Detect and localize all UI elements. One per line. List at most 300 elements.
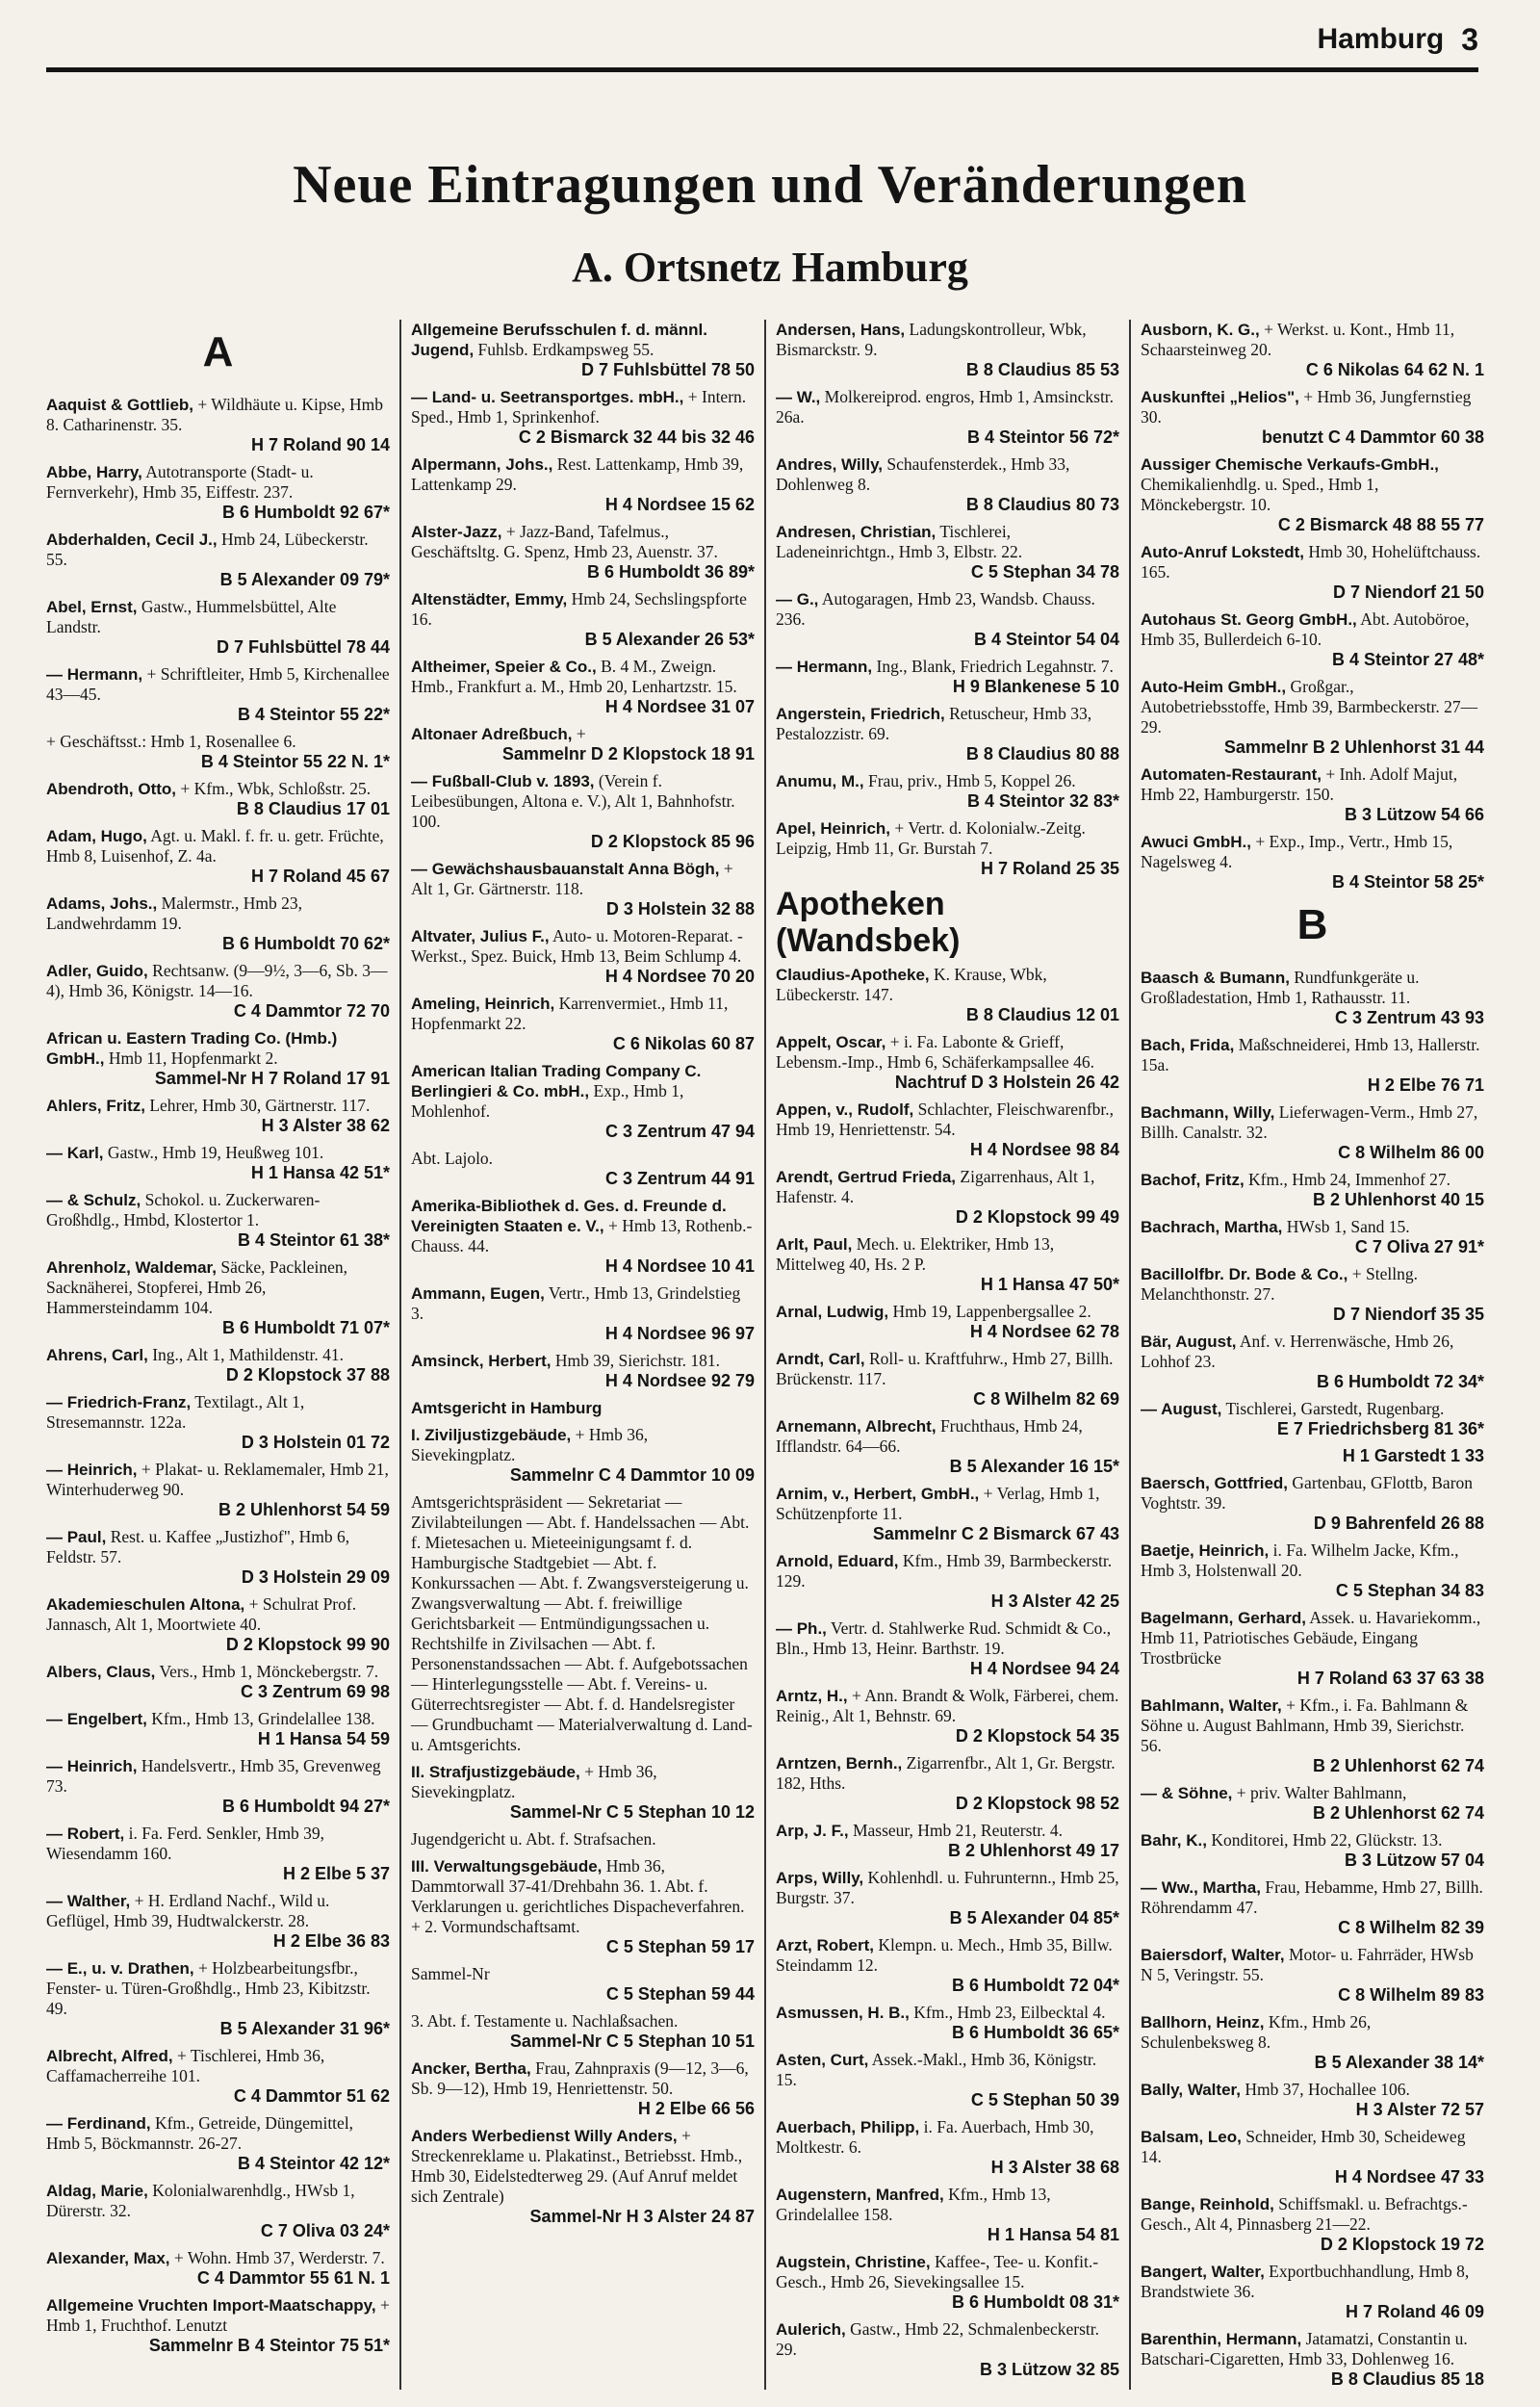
directory-entry bbox=[776, 1686, 1119, 1747]
entry-phone: B 2 Uhlenhorst 62 74 bbox=[1312, 1756, 1484, 1775]
directory-entry bbox=[776, 1484, 1119, 1544]
entry-description: + Vertr. d. Kolonialw.-Zeitg. Leipzig, Hmb 11, Gr. Burstah 7. bbox=[776, 818, 1086, 858]
entry-phone: D 3 Holstein 32 88 bbox=[605, 899, 755, 919]
entry-description: Ladungskontrolleur, Wbk, Bismarckstr. 9. bbox=[776, 320, 1087, 359]
entry-description: Handelsvertr., Hmb 35, Grevenweg 73. bbox=[46, 1756, 381, 1796]
entry-name: Bach, Frida, bbox=[1141, 1036, 1235, 1054]
directory-entry bbox=[411, 1762, 755, 1823]
entry-description: + Verlag, Hmb 1, Schützenpforte 11. bbox=[776, 1484, 1100, 1523]
entry-description: Tischlerei, Ladeneinrichtgn., Hmb 3, Elbstr. 22. bbox=[776, 522, 1023, 561]
directory-entry bbox=[776, 1100, 1119, 1160]
entry-description: Gastw., Hmb 19, Heußweg 101. bbox=[107, 1143, 324, 1162]
entry-name: — Ph., bbox=[776, 1619, 827, 1638]
entry-description: Tischlerei, Garstedt, Rugenbarg. bbox=[1225, 1399, 1445, 1418]
directory-entry bbox=[411, 657, 755, 717]
entry-description: Fuhlsb. Erdkampsweg 55. bbox=[477, 340, 654, 359]
entry-phone: C 2 Bismarck 32 44 bis 32 46 bbox=[518, 427, 755, 447]
entry-phone: B 5 Alexander 38 14* bbox=[1314, 2053, 1484, 2072]
entry-description: Säcke, Packleinen, Sacknäherei, Stopferei, Hmb 26, Hammersteindamm 104. bbox=[46, 1257, 348, 1317]
entry-name: — Ferdinand, bbox=[46, 2114, 151, 2133]
entry-name: — G., bbox=[776, 590, 819, 608]
directory-entry bbox=[1141, 2012, 1484, 2073]
entry-phone: H 3 Alster 38 62 bbox=[261, 1116, 390, 1135]
directory-entry bbox=[1141, 1877, 1484, 1938]
entry-description: Jugendgericht u. Abt. f. Strafsachen. bbox=[411, 1829, 656, 1849]
entry-description: Chemikalienhdlg. u. Sped., Hmb 1, Mönckebergstr. 10. bbox=[1141, 475, 1379, 514]
entry-name: Arnal, Ludwig, bbox=[776, 1303, 889, 1321]
entry-phone: H 7 Roland 45 67 bbox=[250, 867, 390, 886]
entry-phone: B 2 Uhlenhorst 62 74 bbox=[1312, 1803, 1484, 1823]
directory-entry bbox=[46, 597, 390, 658]
directory-entry bbox=[411, 454, 755, 515]
entry-description: Hmb 11, Hopfenmarkt 2. bbox=[108, 1048, 278, 1068]
entry-description: Konditorei, Hmb 22, Glückstr. 13. bbox=[1211, 1830, 1443, 1850]
directory-entry bbox=[46, 395, 390, 455]
entry-description: + Hmb 36, Sievekingplatz. bbox=[411, 1425, 649, 1464]
entry-name: — Heinrich, bbox=[46, 1461, 138, 1479]
entry-phone: B 6 Humboldt 36 89* bbox=[586, 562, 755, 582]
entry-description: Amtsgerichtspräsident — Sekretariat — Zivilabteilungen — Abt. f. Handelssachen — Abt. f. Mietesachen u. Mieteeinigungsamt f. d. Hamburgische Stadtgebiet — Abt. f. Konkurssachen — Abt. f. Zwangsversteigerung u. Zwangsverwaltung — Abt. f. freiwillige Gerichtsbarkeit — Entmündigungssachen u. Rechtshilfe in Zivilsachen — Abt. f. Personenstandssachen — Abt. f. Aufgebotssachen — Hinterlegungsstelle — Abt. f. Vereins- u. Güterrechtsregister — Abt. f. d. Handelsregister — Grundbuchamt — Materialverwaltung d. Land- u. Amtsgerichts. bbox=[411, 1492, 753, 1754]
entry-name: Andres, Willy, bbox=[776, 455, 883, 474]
directory-entry bbox=[1141, 1695, 1484, 1776]
entry-name: Asmussen, H. B., bbox=[776, 2004, 910, 2022]
directory-entry bbox=[46, 1709, 390, 1749]
entry-phone: H 1 Hansa 42 51* bbox=[250, 1163, 390, 1182]
entry-description: Hmb 19, Lappenbergsallee 2. bbox=[892, 1302, 1091, 1321]
entry-phone: C 3 Zentrum 69 98 bbox=[240, 1682, 390, 1701]
directory-entry bbox=[1141, 2194, 1484, 2255]
directory-column bbox=[764, 320, 1129, 2390]
entry-description: Retuscheur, Hmb 33, Pestalozzistr. 69. bbox=[776, 704, 1092, 743]
directory-entry bbox=[776, 320, 1119, 380]
entry-name: Altonaer Adreßbuch, bbox=[411, 725, 573, 743]
directory-entry bbox=[776, 1416, 1119, 1477]
entry-name: Baiersdorf, Walter, bbox=[1141, 1946, 1285, 1964]
directory-entry bbox=[46, 664, 390, 725]
directory-entry bbox=[1141, 1540, 1484, 1601]
entry-name: Abbe, Harry, bbox=[46, 463, 142, 481]
directory-entry bbox=[776, 704, 1119, 764]
entry-name: Arp, J. F., bbox=[776, 1822, 849, 1840]
entry-name: II. Strafjustizgebäude, bbox=[411, 1763, 580, 1781]
entry-phone: Sammel-Nr C 5 Stephan 10 12 bbox=[509, 1802, 755, 1822]
entry-phone: C 7 Oliva 03 24* bbox=[260, 2221, 390, 2240]
directory-entry bbox=[46, 1028, 390, 1089]
entry-name: — Fußball-Club v. 1893, bbox=[411, 772, 595, 790]
entry-name: — Engelbert, bbox=[46, 1710, 147, 1728]
entry-description: + Exp., Imp., Vertr., Hmb 15, Nagelsweg 4. bbox=[1141, 832, 1453, 871]
directory-entry bbox=[46, 2046, 390, 2107]
entry-description: Gastw., Hummelsbüttel, Alte Landstr. bbox=[46, 597, 337, 636]
entry-phone: C 4 Dammtor 55 61 N. 1 bbox=[196, 2268, 390, 2288]
entry-phone: D 3 Holstein 01 72 bbox=[241, 1433, 390, 1452]
directory-entry bbox=[411, 1425, 755, 1486]
entry-phone: C 6 Nikolas 60 87 bbox=[612, 1034, 755, 1053]
entry-description: Hmb 30, Hohelüftchauss. 165. bbox=[1141, 542, 1481, 582]
entry-description: + bbox=[576, 724, 586, 743]
entry-description: Sammel-Nr bbox=[411, 1964, 490, 1983]
entry-name: Altheimer, Speier & Co., bbox=[411, 658, 597, 676]
entry-name: Aussiger Chemische Verkaufs-GmbH., bbox=[1141, 455, 1439, 474]
entry-name: Ausborn, K. G., bbox=[1141, 321, 1260, 339]
entry-name: Ahrens, Carl, bbox=[46, 1346, 148, 1364]
directory-entry bbox=[776, 1935, 1119, 1996]
entry-phone: B 4 Steintor 56 72* bbox=[966, 427, 1119, 447]
entry-name: Awuci GmbH., bbox=[1141, 833, 1251, 851]
entry-name: Andresen, Christian, bbox=[776, 523, 937, 541]
directory-entry bbox=[776, 1234, 1119, 1295]
entry-name: Amerika-Bibliothek d. Ges. d. Freunde d. Vereinigten Staaten e. V., bbox=[411, 1197, 727, 1235]
directory-entry bbox=[46, 893, 390, 954]
directory-entry bbox=[411, 2011, 755, 2052]
entry-name: — & Schulz, bbox=[46, 1191, 141, 1209]
directory-entry bbox=[776, 1349, 1119, 1410]
entry-phone: D 7 Fuhlsbüttel 78 50 bbox=[580, 360, 755, 379]
entry-name: Adam, Hugo, bbox=[46, 827, 147, 845]
entry-description: Exp., Hmb 1, Mohlenhof. bbox=[411, 1081, 684, 1121]
entry-description: HWsb 1, Sand 15. bbox=[1286, 1217, 1410, 1236]
entry-description: Vertr. d. Stahlwerke Rud. Schmidt & Co., Bln., Hmb 13, Heinr. Barthstr. 19. bbox=[776, 1618, 1112, 1658]
entry-description: + Wildhäute u. Kipse, Hmb 8. Catharinenstr. 35. bbox=[46, 395, 383, 434]
entry-description: Hmb 37, Hochallee 106. bbox=[1245, 2080, 1410, 2099]
page-subtitle: A. Ortsnetz Hamburg bbox=[572, 244, 968, 291]
entry-description: Vertr., Hmb 13, Grindelstieg 3. bbox=[411, 1283, 741, 1323]
entry-phone: C 3 Zentrum 47 94 bbox=[604, 1122, 755, 1141]
entry-description: + i. Fa. Labonte & Grieff, Lebensm.-Imp., Hmb 6, Schäferkampsallee 46. bbox=[776, 1032, 1094, 1072]
entry-description: Mech. u. Elektriker, Hmb 13, Mittelweg 40, Hs. 2 P. bbox=[776, 1234, 1055, 1274]
directory-column bbox=[1129, 320, 1494, 2390]
entry-name: Aaquist & Gottlieb, bbox=[46, 396, 193, 414]
directory-entry bbox=[776, 2319, 1119, 2380]
entry-phone: H 4 Nordsee 47 33 bbox=[1334, 2167, 1484, 2187]
entry-phone: B 8 Claudius 85 18 bbox=[1330, 2369, 1484, 2389]
entry-name: Allgemeine Berufsschulen f. d. männl. Jugend, bbox=[411, 321, 707, 359]
directory-entry bbox=[46, 1662, 390, 1702]
entry-description: + Holzbearbeitungsfbr., Fenster- u. Türen-Großhdlg., Hmb 23, Kibitzstr. 49. bbox=[46, 1958, 371, 2018]
entry-phone: B 2 Uhlenhorst 49 17 bbox=[947, 1841, 1119, 1860]
directory-entry bbox=[1141, 542, 1484, 603]
entry-description: Autogaragen, Hmb 23, Wandsb. Chauss. 236. bbox=[776, 589, 1095, 629]
entry-description: + Kfm., Wbk, Schloßstr. 25. bbox=[180, 779, 372, 798]
entry-phone: B 8 Claudius 17 01 bbox=[236, 799, 390, 818]
entry-phone: C 5 Stephan 59 17 bbox=[605, 1937, 755, 1956]
entry-name: American Italian Trading Company C. Berlingieri & Co. mbH., bbox=[411, 1062, 702, 1100]
entry-phone: C 3 Zentrum 43 93 bbox=[1334, 1008, 1484, 1027]
directory-entry bbox=[1141, 1399, 1484, 1439]
directory-entry bbox=[411, 1856, 755, 1957]
entry-name: Alster-Jazz, bbox=[411, 523, 502, 541]
entry-name: Ahlers, Fritz, bbox=[46, 1097, 145, 1115]
entry-description: Kfm., Hmb 23, Eilbecktal 4. bbox=[913, 2003, 1106, 2022]
entry-description: Jatamatzi, Constantin u. Batschari-Cigaretten, Hmb 33, Dohlenweg 16. bbox=[1141, 2329, 1468, 2368]
entry-description: (Verein f. Leibesübungen, Altona e. V.), Alt 1, Bahnhofstr. 100. bbox=[411, 771, 735, 831]
entry-description: i. Fa. Auerbach, Hmb 30, Moltkestr. 6. bbox=[776, 2117, 1094, 2157]
entry-name: Amsinck, Herbert, bbox=[411, 1352, 552, 1370]
directory-entry bbox=[776, 454, 1119, 515]
directory-entry bbox=[411, 724, 755, 764]
entry-description: Masseur, Hmb 21, Reuterstr. 4. bbox=[852, 1821, 1063, 1840]
entry-phone: H 1 Hansa 47 50* bbox=[980, 1275, 1119, 1294]
entry-description: Vers., Hmb 1, Mönckebergstr. 7. bbox=[159, 1662, 379, 1681]
entry-phone: D 2 Klopstock 85 96 bbox=[590, 832, 755, 851]
entry-phone: H 4 Nordsee 98 84 bbox=[969, 1140, 1119, 1159]
directory-entry bbox=[411, 1351, 755, 1391]
entry-phone: H 2 Elbe 76 71 bbox=[1367, 1075, 1484, 1095]
entry-phone: B 4 Steintor 55 22 N. 1* bbox=[200, 752, 390, 771]
header-rule bbox=[46, 67, 1478, 72]
directory-entry bbox=[1141, 2080, 1484, 2120]
entry-phone: C 4 Dammtor 51 62 bbox=[233, 2086, 390, 2106]
entry-description: Frau, priv., Hmb 5, Koppel 26. bbox=[867, 771, 1076, 790]
entry-description: Hmb 24, Lübeckerstr. 55. bbox=[46, 530, 369, 569]
entry-description: + H. Erdland Nachf., Wild u. Geflügel, Hmb 39, Hudtwalckerstr. 28. bbox=[46, 1891, 330, 1930]
entry-description: i. Fa. Wilhelm Jacke, Kfm., Hmb 3, Holstenwall 20. bbox=[1141, 1540, 1459, 1580]
directory-columns bbox=[46, 320, 1494, 2390]
directory-entry bbox=[776, 522, 1119, 582]
entry-name: Bally, Walter, bbox=[1141, 2081, 1241, 2099]
entry-phone: Sammelnr C 4 Dammtor 10 09 bbox=[509, 1465, 755, 1485]
directory-entry bbox=[1141, 1264, 1484, 1325]
entry-name: Autohaus St. Georg GmbH., bbox=[1141, 610, 1357, 629]
entry-phone: H 4 Nordsee 94 24 bbox=[969, 1659, 1119, 1678]
page-header bbox=[46, 12, 1478, 67]
directory-entry bbox=[776, 589, 1119, 650]
directory-entry bbox=[46, 1594, 390, 1655]
entry-phone: H 4 Nordsee 62 78 bbox=[969, 1322, 1119, 1341]
directory-entry bbox=[46, 826, 390, 887]
entry-description: + Streckenreklame u. Plakatinst., Betriebsst. Hmb., Hmb 30, Eidelstedterweg 29. (Auf Anruf meldet sich Zentrale) bbox=[411, 2126, 743, 2206]
directory-entry bbox=[776, 657, 1119, 697]
entry-description: + Inh. Adolf Majut, Hmb 22, Hamburgerstr. 150. bbox=[1141, 764, 1458, 804]
directory-entry bbox=[1141, 832, 1484, 893]
entry-name: Arndt, Carl, bbox=[776, 1350, 865, 1368]
directory-entry bbox=[1141, 1446, 1484, 1466]
entry-description: + Tischlerei, Hmb 36, Caffamacherreihe 101. bbox=[46, 2046, 325, 2085]
entry-phone: B 8 Claudius 85 53 bbox=[965, 360, 1119, 379]
entry-phone: D 2 Klopstock 99 90 bbox=[225, 1635, 390, 1654]
entry-name: Ammann, Eugen, bbox=[411, 1284, 545, 1303]
entry-phone: H 4 Nordsee 96 97 bbox=[604, 1324, 755, 1343]
entry-description: Kfm., Hmb 24, Immenhof 27. bbox=[1248, 1170, 1451, 1189]
entry-phone: H 1 Garstedt 1 33 bbox=[1342, 1446, 1484, 1465]
directory-entry bbox=[411, 2126, 755, 2227]
entry-name: Bangert, Walter, bbox=[1141, 2263, 1265, 2281]
entry-description: Agt. u. Makl. f. fr. u. getr. Früchte, Hmb 8, Luisenhof, Z. 4a. bbox=[46, 826, 384, 866]
entry-description: + Jazz-Band, Tafelmus., Geschäftsltg. G. Spenz, Hmb 23, Auenstr. 37. bbox=[411, 522, 718, 561]
entry-description: + Werkst. u. Kont., Hmb 11, Schaarsteinweg 20. bbox=[1141, 320, 1455, 359]
section-heading: Apotheken (Wandsbek) bbox=[776, 886, 961, 959]
directory-entry bbox=[411, 771, 755, 852]
entry-phone: B 8 Claudius 80 88 bbox=[965, 744, 1119, 764]
entry-phone: B 5 Alexander 31 96* bbox=[219, 2019, 390, 2038]
entry-phone: H 4 Nordsee 70 20 bbox=[604, 967, 755, 986]
directory-entry bbox=[776, 1032, 1119, 1093]
entry-description: + Wohn. Hmb 37, Werderstr. 7. bbox=[173, 2248, 385, 2267]
entry-name: Ancker, Bertha, bbox=[411, 2059, 531, 2078]
entry-description: Molkereiprod. engros, Hmb 1, Amsinckstr. 26a. bbox=[776, 387, 1115, 427]
entry-name: Baetje, Heinrich, bbox=[1141, 1541, 1270, 1560]
entry-description: + Alt 1, Gr. Gärtnerstr. 118. bbox=[411, 859, 733, 898]
entry-description: B. 4 M., Zweign. Hmb., Frankfurt a. M., Hmb 20, Lenhartzstr. 15. bbox=[411, 657, 737, 696]
entry-description: Kfm., Hmb 13, Grindelallee 158. bbox=[776, 2185, 1051, 2224]
entry-phone: C 5 Stephan 34 78 bbox=[970, 562, 1119, 582]
entry-name: Auto-Heim GmbH., bbox=[1141, 678, 1287, 696]
entry-phone: benutzt C 4 Dammtor 60 38 bbox=[1261, 427, 1484, 447]
entry-name: Arzt, Robert, bbox=[776, 1936, 874, 1954]
page-number: 3 bbox=[1461, 21, 1478, 57]
entry-phone: B 5 Alexander 04 85* bbox=[949, 1908, 1119, 1928]
entry-description: Frau, Hebamme, Hmb 27, Billh. Röhrendamm 47. bbox=[1141, 1877, 1483, 1917]
directory-entry bbox=[46, 1096, 390, 1136]
directory-column bbox=[46, 320, 399, 2390]
section-letter: A bbox=[202, 328, 234, 375]
entry-phone: C 8 Wilhelm 82 69 bbox=[973, 1389, 1119, 1409]
entry-phone: H 7 Roland 46 09 bbox=[1345, 2302, 1484, 2321]
directory-entry bbox=[46, 1527, 390, 1588]
entry-phone: C 6 Nikolas 64 62 N. 1 bbox=[1305, 360, 1484, 379]
entry-phone: D 2 Klopstock 98 52 bbox=[955, 1794, 1119, 1813]
directory-entry bbox=[776, 965, 1119, 1025]
entry-description: Gastw., Hmb 22, Schmalenbeckerstr. 29. bbox=[776, 2319, 1100, 2359]
entry-phone: D 2 Klopstock 19 72 bbox=[1320, 2235, 1484, 2254]
entry-phone: Nachtruf D 3 Holstein 26 42 bbox=[894, 1073, 1119, 1092]
entry-name: Angerstein, Friedrich, bbox=[776, 705, 945, 723]
entry-phone: Sammelnr C 2 Bismarck 67 43 bbox=[872, 1524, 1119, 1543]
entry-name: Apel, Heinrich, bbox=[776, 819, 891, 838]
entry-phone: Sammelnr D 2 Klopstock 18 91 bbox=[501, 744, 755, 764]
entry-phone: D 2 Klopstock 99 49 bbox=[955, 1207, 1119, 1227]
entry-description: Motor- u. Fahrräder, HWsb N 5, Veringstr. 55. bbox=[1141, 1945, 1474, 1984]
entry-phone: C 8 Wilhelm 82 39 bbox=[1338, 1918, 1484, 1937]
entry-description: i. Fa. Ferd. Senkler, Hmb 39, Wiesendamm 160. bbox=[46, 1824, 325, 1863]
directory-entry bbox=[1141, 1217, 1484, 1257]
entry-name: Aulerich, bbox=[776, 2320, 846, 2339]
entry-name: Bachof, Fritz, bbox=[1141, 1171, 1245, 1189]
entry-phone: Sammel-Nr H 3 Alster 24 87 bbox=[529, 2207, 755, 2226]
entry-phone: B 6 Humboldt 72 04* bbox=[951, 1976, 1119, 1995]
entry-description: Fruchthaus, Hmb 24, Ifflandstr. 64—66. bbox=[776, 1416, 1083, 1456]
entry-name: Balsam, Leo, bbox=[1141, 2128, 1242, 2146]
entry-name: — Karl, bbox=[46, 1144, 104, 1162]
entry-description: Rest. u. Kaffee „Justizhof", Hmb 6, Feldstr. 57. bbox=[46, 1527, 350, 1566]
directory-entry bbox=[1141, 1102, 1484, 1163]
directory-entry bbox=[1141, 764, 1484, 825]
entry-description: Autotransporte (Stadt- u. Fernverkehr), Hmb 35, Eiffestr. 237. bbox=[46, 462, 314, 502]
entry-phone: C 5 Stephan 34 83 bbox=[1335, 1581, 1484, 1600]
directory-entry bbox=[1141, 320, 1484, 380]
entry-phone: B 6 Humboldt 36 65* bbox=[951, 2023, 1119, 2042]
entry-name: Baasch & Bumann, bbox=[1141, 969, 1290, 987]
entry-phone: Sammelnr B 4 Steintor 75 51* bbox=[148, 2336, 390, 2355]
entry-name: Auerbach, Philipp, bbox=[776, 2118, 920, 2136]
directory-entry bbox=[46, 462, 390, 523]
entry-phone: H 7 Roland 63 37 63 38 bbox=[1296, 1669, 1484, 1688]
entry-phone: Sammel-Nr H 7 Roland 17 91 bbox=[154, 1069, 390, 1088]
entry-phone: H 1 Hansa 54 59 bbox=[257, 1729, 390, 1748]
entry-phone: B 3 Lützow 54 66 bbox=[1344, 805, 1484, 824]
entry-description: Textilagt., Alt 1, Stresemannstr. 122a. bbox=[46, 1392, 305, 1432]
entry-description: 3. Abt. f. Testamente u. Nachlaßsachen. bbox=[411, 2011, 679, 2031]
entry-phone: B 2 Uhlenhorst 40 15 bbox=[1312, 1190, 1484, 1209]
entry-name: Baersch, Gottfried, bbox=[1141, 1474, 1289, 1492]
entry-name: — W., bbox=[776, 388, 821, 406]
entry-phone: B 5 Alexander 09 79* bbox=[219, 570, 390, 589]
directory-entry bbox=[1141, 1783, 1484, 1824]
entry-name: Augenstern, Manfred, bbox=[776, 2186, 944, 2204]
entry-phone: C 4 Dammtor 72 70 bbox=[233, 1001, 390, 1021]
directory-entry bbox=[1141, 1035, 1484, 1096]
entry-description: Hmb 36, Dammtorwall 37-41/Drehbahn 36. 1. Abt. f. Verklarungen u. gerichtliches Dispacheverfahren. + 2. Vormundschaftsamt. bbox=[411, 1856, 745, 1936]
entry-name: Alexander, Max, bbox=[46, 2249, 170, 2267]
directory-entry bbox=[46, 732, 390, 772]
entry-name: — Land- u. Seetransportges. mbH., bbox=[411, 388, 684, 406]
entry-phone: H 2 Elbe 66 56 bbox=[637, 2099, 755, 2118]
directory-entry bbox=[411, 320, 755, 380]
entry-name: Arnemann, Albrecht, bbox=[776, 1417, 937, 1436]
directory-entry bbox=[776, 2003, 1119, 2043]
entry-name: Adams, Johs., bbox=[46, 894, 158, 913]
entry-name: III. Verwaltungsgebäude, bbox=[411, 1857, 603, 1876]
directory-entry bbox=[776, 2185, 1119, 2245]
entry-description: Kohlenhdl. u. Fuhrunternn., Hmb 25, Burgstr. 37. bbox=[776, 1868, 1119, 1907]
directory-column bbox=[399, 320, 764, 2390]
entry-description: + Schriftleiter, Hmb 5, Kirchenallee 43—45. bbox=[46, 664, 390, 704]
entry-description: Assek. u. Havariekomm., Hmb 11, Patriotisches Gebäude, Eingang Trostbrücke bbox=[1141, 1608, 1481, 1668]
entry-description: K. Krause, Wbk, Lübeckerstr. 147. bbox=[776, 965, 1047, 1004]
page-title: Neue Eintragungen und Veränderungen bbox=[293, 155, 1247, 215]
entry-phone: D 2 Klopstock 37 88 bbox=[225, 1365, 390, 1385]
entry-description: Kfm., Hmb 26, Schulenbeksweg 8. bbox=[1141, 2012, 1372, 2052]
entry-phone: Sammelnr B 2 Uhlenhorst 31 44 bbox=[1223, 738, 1484, 757]
entry-description: + Plakat- u. Reklamemaler, Hmb 21, Winterhuderweg 90. bbox=[46, 1460, 389, 1499]
entry-description: Lehrer, Hmb 30, Gärtnerstr. 117. bbox=[149, 1096, 371, 1115]
entry-name: Albrecht, Alfred, bbox=[46, 2047, 173, 2065]
entry-name: Bachmann, Willy, bbox=[1141, 1103, 1275, 1122]
directory-entry bbox=[776, 2050, 1119, 2110]
entry-name: Auto-Anruf Lokstedt, bbox=[1141, 543, 1304, 561]
directory-entry bbox=[1141, 1945, 1484, 2006]
directory-entry bbox=[776, 1551, 1119, 1612]
entry-name: Altvater, Julius F., bbox=[411, 927, 550, 945]
entry-description: + Ann. Brandt & Wolk, Färberei, chem. Reinig., Alt 1, Behnstr. 69. bbox=[776, 1686, 1119, 1725]
entry-description: + Schulrat Prof. Jannasch, Alt 1, Moortwiete 40. bbox=[46, 1594, 357, 1634]
entry-name: — August, bbox=[1141, 1400, 1222, 1418]
entry-name: Ahrenholz, Waldemar, bbox=[46, 1258, 217, 1277]
entry-description: Malermstr., Hmb 23, Landwehrdamm 19. bbox=[46, 893, 302, 933]
entry-phone: D 9 Bahrenfeld 26 88 bbox=[1313, 1514, 1484, 1533]
directory-entry bbox=[411, 1398, 755, 1418]
directory-entry bbox=[776, 818, 1119, 879]
entry-name: Arps, Willy, bbox=[776, 1869, 864, 1887]
entry-phone: H 9 Blankenese 5 10 bbox=[952, 677, 1119, 696]
entry-name: Bahlmann, Walter, bbox=[1141, 1696, 1282, 1715]
directory-entry bbox=[1141, 387, 1484, 448]
directory-entry bbox=[411, 1829, 755, 1850]
entry-name: Akademieschulen Altona, bbox=[46, 1595, 245, 1614]
entry-description: Exportbuchhandlung, Hmb 8, Brandstwiete 36. bbox=[1141, 2262, 1470, 2301]
directory-entry bbox=[1141, 677, 1484, 758]
directory-entry bbox=[46, 2248, 390, 2289]
entry-name: — Ww., Martha, bbox=[1141, 1878, 1261, 1897]
entry-description: Frau, Zahnpraxis (9—12, 3—6, Sb. 9—12), Hmb 19, Henriettenstr. 50. bbox=[411, 2058, 749, 2098]
entry-phone: H 4 Nordsee 15 62 bbox=[604, 495, 755, 514]
entry-name: Abendroth, Otto, bbox=[46, 780, 177, 798]
entry-phone: H 1 Hansa 54 81 bbox=[987, 2225, 1119, 2244]
directory-entry bbox=[46, 1891, 390, 1952]
entry-phone: B 4 Steintor 55 22* bbox=[237, 705, 390, 724]
entry-name: Arlt, Paul, bbox=[776, 1235, 853, 1254]
entry-phone: D 7 Niendorf 21 50 bbox=[1332, 582, 1484, 602]
